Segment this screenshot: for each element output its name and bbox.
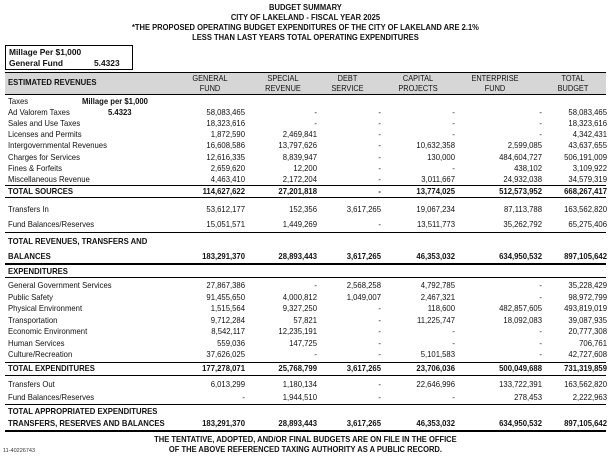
- cell-value: -: [378, 107, 381, 118]
- cell-value: 152,356: [289, 204, 317, 214]
- row-label: Physical Environment: [8, 303, 83, 313]
- cell-value: 118,600: [427, 303, 455, 313]
- cell-value: -: [378, 337, 381, 348]
- row-label: General Government Services: [8, 280, 112, 290]
- notice-line-1: *THE PROPOSED OPERATING BUDGET EXPENDITURES OF THE CITY OF LAKELAND ARE 2.1%: [131, 22, 479, 32]
- cell-value: -: [539, 280, 542, 290]
- cell-value: 1,449,269: [282, 219, 317, 229]
- cell-value: 9,712,284: [210, 314, 245, 325]
- cell-value: -: [242, 392, 245, 402]
- cell-value: 24,932,038: [503, 173, 542, 184]
- cell-value: 5,101,583: [420, 349, 455, 359]
- row-label: Public Safety: [8, 291, 53, 302]
- row-label: Culture/Recreation: [8, 349, 73, 359]
- cell-value: -: [378, 162, 381, 173]
- cell-value: -: [378, 129, 381, 140]
- cell-value: 4,000,812: [282, 291, 317, 302]
- cell-value: 133,722,391: [499, 379, 542, 389]
- revenue-row: [5, 174, 606, 185]
- general-fund-label: General Fund: [9, 58, 63, 68]
- cell-value: 12,235,191: [278, 326, 317, 336]
- expenditure-row: [5, 280, 606, 291]
- cell-value: 3,109,922: [572, 162, 607, 173]
- cell-value: 6,013,299: [210, 379, 245, 389]
- general-fund-millage: 5.4323: [94, 58, 120, 68]
- subtitle: CITY OF LAKELAND - FISCAL YEAR 2025: [230, 12, 381, 22]
- cell-value: 12,616,335: [206, 151, 245, 162]
- cell-value: 65,275,406: [568, 219, 607, 229]
- cell-value: 278,453: [514, 392, 542, 402]
- revenue-row: [5, 152, 606, 163]
- cell-value: -: [378, 314, 381, 325]
- cell-value: 53,612,177: [206, 204, 245, 214]
- revenue-row: [5, 140, 606, 151]
- col-special-revenue: SPECIAL REVENUE: [265, 74, 301, 93]
- row-label: Economic Environment: [8, 326, 88, 336]
- cell-value: 897,105,642: [564, 251, 607, 261]
- cell-value: 57,821: [293, 314, 317, 325]
- cell-value: 2,469,841: [282, 129, 317, 140]
- expenditure-row: [5, 303, 606, 314]
- row-label: Fund Balances/Reserves: [8, 392, 95, 402]
- expenditure-row: [5, 315, 606, 326]
- cell-value: 2,222,963: [572, 392, 607, 402]
- col-general-fund: GENERAL FUND: [192, 74, 228, 93]
- document-code: 11-40226743: [3, 448, 36, 454]
- cell-value: 15,051,571: [206, 219, 245, 229]
- cell-value: 706,761: [579, 337, 607, 348]
- total-sources-row: [5, 186, 606, 197]
- total-appropriated-row: [5, 418, 606, 429]
- row-label: Human Services: [8, 337, 65, 348]
- cell-value: 438,102: [514, 162, 542, 173]
- row-label: Intergovernmental Revenues: [8, 140, 107, 151]
- cell-value: -: [314, 280, 317, 290]
- divider: [5, 375, 606, 376]
- cell-value: 9,327,250: [282, 303, 317, 313]
- cell-value: 35,262,792: [503, 219, 542, 229]
- cell-value: 58,083,465: [206, 107, 245, 118]
- cell-value: -: [452, 129, 455, 140]
- cell-value: -: [378, 219, 381, 229]
- cell-value: -: [539, 118, 542, 129]
- col-capital-projects: CAPITAL PROJECTS: [398, 74, 438, 93]
- col-debt-service: DEBT SERVICE: [331, 74, 364, 93]
- cell-value: -: [378, 173, 381, 184]
- cell-value: 1,515,564: [210, 303, 245, 313]
- cell-value: -: [314, 349, 317, 359]
- divider: [5, 232, 606, 233]
- cell-value: 3,617,265: [346, 418, 381, 428]
- cell-value: 3,011,667: [421, 173, 455, 184]
- cell-value: 147,725: [289, 337, 317, 348]
- cell-value: 114,627,622: [202, 186, 245, 196]
- divider: [5, 430, 606, 432]
- estimated-revenues-heading: ESTIMATED REVENUES: [8, 77, 97, 87]
- cell-value: 28,893,443: [278, 251, 317, 261]
- cell-value: 13,511,773: [417, 219, 455, 229]
- cell-value: 8,542,117: [211, 326, 245, 336]
- cell-value: 4,792,785: [420, 280, 455, 290]
- cell-value: 19,067,234: [416, 204, 455, 214]
- cell-value: 91,455,650: [206, 291, 245, 302]
- cell-value: -: [539, 326, 542, 336]
- cell-value: 35,228,429: [568, 280, 607, 290]
- divider: [5, 263, 606, 265]
- cell-value: 18,323,616: [206, 118, 245, 129]
- cell-value: 500,049,688: [499, 363, 542, 373]
- cell-value: 3,617,265: [346, 251, 381, 261]
- cell-value: -: [452, 392, 455, 402]
- total-revenues-label-1: TOTAL REVENUES, TRANSFERS AND: [8, 236, 148, 246]
- divider: [5, 277, 606, 278]
- cell-value: 183,291,370: [202, 418, 245, 428]
- revenue-row: [5, 107, 606, 118]
- cell-value: 634,950,532: [499, 251, 542, 261]
- expenditures-heading: EXPENDITURES: [8, 266, 68, 276]
- cell-value: 27,867,386: [206, 280, 245, 290]
- taxes-millage-label: Millage per $1,000: [82, 96, 148, 106]
- cell-value: 482,857,605: [499, 303, 542, 313]
- row-label: Miscellaneous Revenue: [8, 173, 90, 184]
- row-label: TOTAL SOURCES: [8, 186, 74, 196]
- cell-value: 1,180,134: [282, 379, 317, 389]
- cell-value: 897,105,642: [564, 418, 607, 428]
- cell-value: 163,562,820: [564, 204, 607, 214]
- cell-value: 11,225,747: [417, 314, 455, 325]
- cell-value: 27,201,818: [278, 186, 317, 196]
- fund-balances-row: [5, 392, 606, 403]
- cell-value: 559,036: [217, 337, 245, 348]
- divider: [5, 72, 606, 73]
- col-enterprise-fund: ENTERPRISE FUND: [471, 74, 519, 93]
- title: BUDGET SUMMARY: [269, 2, 342, 12]
- cell-value: 13,797,626: [278, 140, 317, 151]
- cell-value: -: [452, 326, 455, 336]
- cell-value: 668,267,417: [564, 186, 607, 196]
- row-label: TRANSFERS, RESERVES AND BALANCES: [8, 418, 165, 428]
- cell-value: -: [378, 349, 381, 359]
- cell-value: -: [539, 129, 542, 140]
- cell-value: 37,626,025: [206, 349, 245, 359]
- cell-value: 3,617,265: [346, 204, 381, 214]
- cell-value: -: [378, 392, 381, 402]
- footer-line-1: THE TENTATIVE, ADOPTED, AND/OR FINAL BUDGETS ARE ON FILE IN THE OFFICE: [154, 434, 457, 444]
- cell-value: 493,819,019: [564, 303, 607, 313]
- cell-value: 3,617,265: [346, 363, 381, 373]
- cell-value: 1,049,007: [346, 291, 381, 302]
- revenue-row: [5, 129, 606, 140]
- expenditure-row: [5, 338, 606, 349]
- row-label: Transportation: [8, 314, 58, 325]
- millage-title: Millage Per $1,000: [9, 47, 82, 57]
- cell-value: -: [452, 107, 455, 118]
- cell-value: 512,573,952: [499, 186, 542, 196]
- cell-value: 506,191,009: [564, 151, 607, 162]
- cell-value: -: [539, 107, 542, 118]
- row-label: Fund Balances/Reserves: [8, 219, 95, 229]
- total-appropriated-label-1: TOTAL APPROPRIATED EXPENDITURES: [8, 406, 158, 416]
- cell-value: 28,893,443: [278, 418, 317, 428]
- cell-value: 4,463,410: [210, 173, 245, 184]
- cell-value: 634,950,532: [499, 418, 542, 428]
- col-total-budget: TOTAL BUDGET: [557, 74, 589, 93]
- row-label: Ad Valorem Taxes: [8, 107, 70, 118]
- cell-value: 16,608,586: [206, 140, 245, 151]
- row-label: Transfers Out: [8, 379, 55, 389]
- cell-value: 177,278,071: [202, 363, 245, 373]
- cell-value: 183,291,370: [202, 251, 245, 261]
- cell-value: 87,113,788: [504, 204, 542, 214]
- cell-value: 2,659,620: [210, 162, 245, 173]
- fund-balances-row: [5, 219, 606, 230]
- cell-value: 18,323,616: [568, 118, 607, 129]
- cell-value: 4,342,431: [572, 129, 607, 140]
- cell-value: 13,774,025: [416, 186, 455, 196]
- cell-value: 18,092,083: [503, 314, 542, 325]
- row-label: Sales and Use Taxes: [8, 118, 81, 129]
- total-expenditures-row: [5, 363, 606, 374]
- expenditure-row: [5, 326, 606, 337]
- cell-value: 130,000: [427, 151, 455, 162]
- row-label: Charges for Services: [8, 151, 80, 162]
- revenue-row: [5, 96, 606, 107]
- cell-value: 8,839,947: [282, 151, 317, 162]
- cell-value: 731,319,859: [564, 363, 607, 373]
- cell-value: 25,768,799: [278, 363, 317, 373]
- cell-value: -: [378, 379, 381, 389]
- cell-value: 2,467,321: [420, 291, 455, 302]
- cell-value: 22,646,996: [416, 379, 455, 389]
- cell-value: 46,353,032: [416, 251, 455, 261]
- cell-value: -: [539, 291, 542, 302]
- footer-line-2: OF THE ABOVE REFERENCED TAXING AUTHORITY AS A PUBLIC RECORD.: [168, 444, 442, 454]
- cell-value: -: [539, 349, 542, 359]
- row-label: Fines & Forfeits: [8, 162, 62, 173]
- cell-value: 12,200: [293, 162, 317, 173]
- row-label: Transfers In: [8, 204, 49, 214]
- cell-value: 10,632,358: [416, 140, 455, 151]
- cell-value: -: [452, 162, 455, 173]
- divider: [5, 197, 606, 198]
- cell-value: 1,872,590: [210, 129, 245, 140]
- cell-value: 23,706,036: [416, 363, 455, 373]
- divider: [5, 94, 606, 95]
- cell-value: 484,604,727: [499, 151, 542, 162]
- cell-value: -: [378, 303, 381, 313]
- cell-value: -: [378, 326, 381, 336]
- taxes-millage-value: 5.4323: [108, 107, 132, 117]
- total-revenues-row: [5, 251, 606, 262]
- cell-value: -: [452, 118, 455, 129]
- cell-value: -: [378, 186, 381, 196]
- cell-value: 46,353,032: [416, 418, 455, 428]
- row-label: TOTAL EXPENDITURES: [8, 363, 95, 373]
- cell-value: -: [314, 107, 317, 118]
- row-label: Licenses and Permits: [8, 129, 82, 140]
- notice-line-2: LESS THAN LAST YEARS TOTAL OPERATING EXPENDITURES: [192, 32, 419, 42]
- cell-value: 98,972,799: [568, 291, 607, 302]
- cell-value: 34,579,319: [568, 173, 607, 184]
- divider: [5, 404, 606, 405]
- cell-value: -: [378, 118, 381, 129]
- cell-value: 2,568,258: [346, 280, 381, 290]
- cell-value: 43,637,655: [568, 140, 607, 151]
- cell-value: 58,083,465: [568, 107, 607, 118]
- cell-value: 39,087,935: [568, 314, 607, 325]
- revenue-row: [5, 163, 606, 174]
- cell-value: 2,599,085: [507, 140, 542, 151]
- transfers-out-row: [5, 379, 606, 390]
- revenue-row: [5, 118, 606, 129]
- cell-value: -: [314, 118, 317, 129]
- cell-value: 2,172,204: [282, 173, 317, 184]
- cell-value: -: [539, 337, 542, 348]
- expenditure-row: [5, 349, 606, 360]
- millage-box: [5, 45, 133, 70]
- expenditure-row: [5, 292, 606, 303]
- transfers-in-row: [5, 204, 606, 215]
- row-label: Taxes: [8, 96, 29, 106]
- cell-value: 1,944,510: [282, 392, 317, 402]
- cell-value: 42,727,608: [568, 349, 607, 359]
- cell-value: 163,562,820: [564, 379, 607, 389]
- row-label: BALANCES: [8, 251, 51, 261]
- cell-value: -: [452, 337, 455, 348]
- cell-value: -: [378, 151, 381, 162]
- cell-value: 20,777,308: [568, 326, 607, 336]
- cell-value: -: [378, 140, 381, 151]
